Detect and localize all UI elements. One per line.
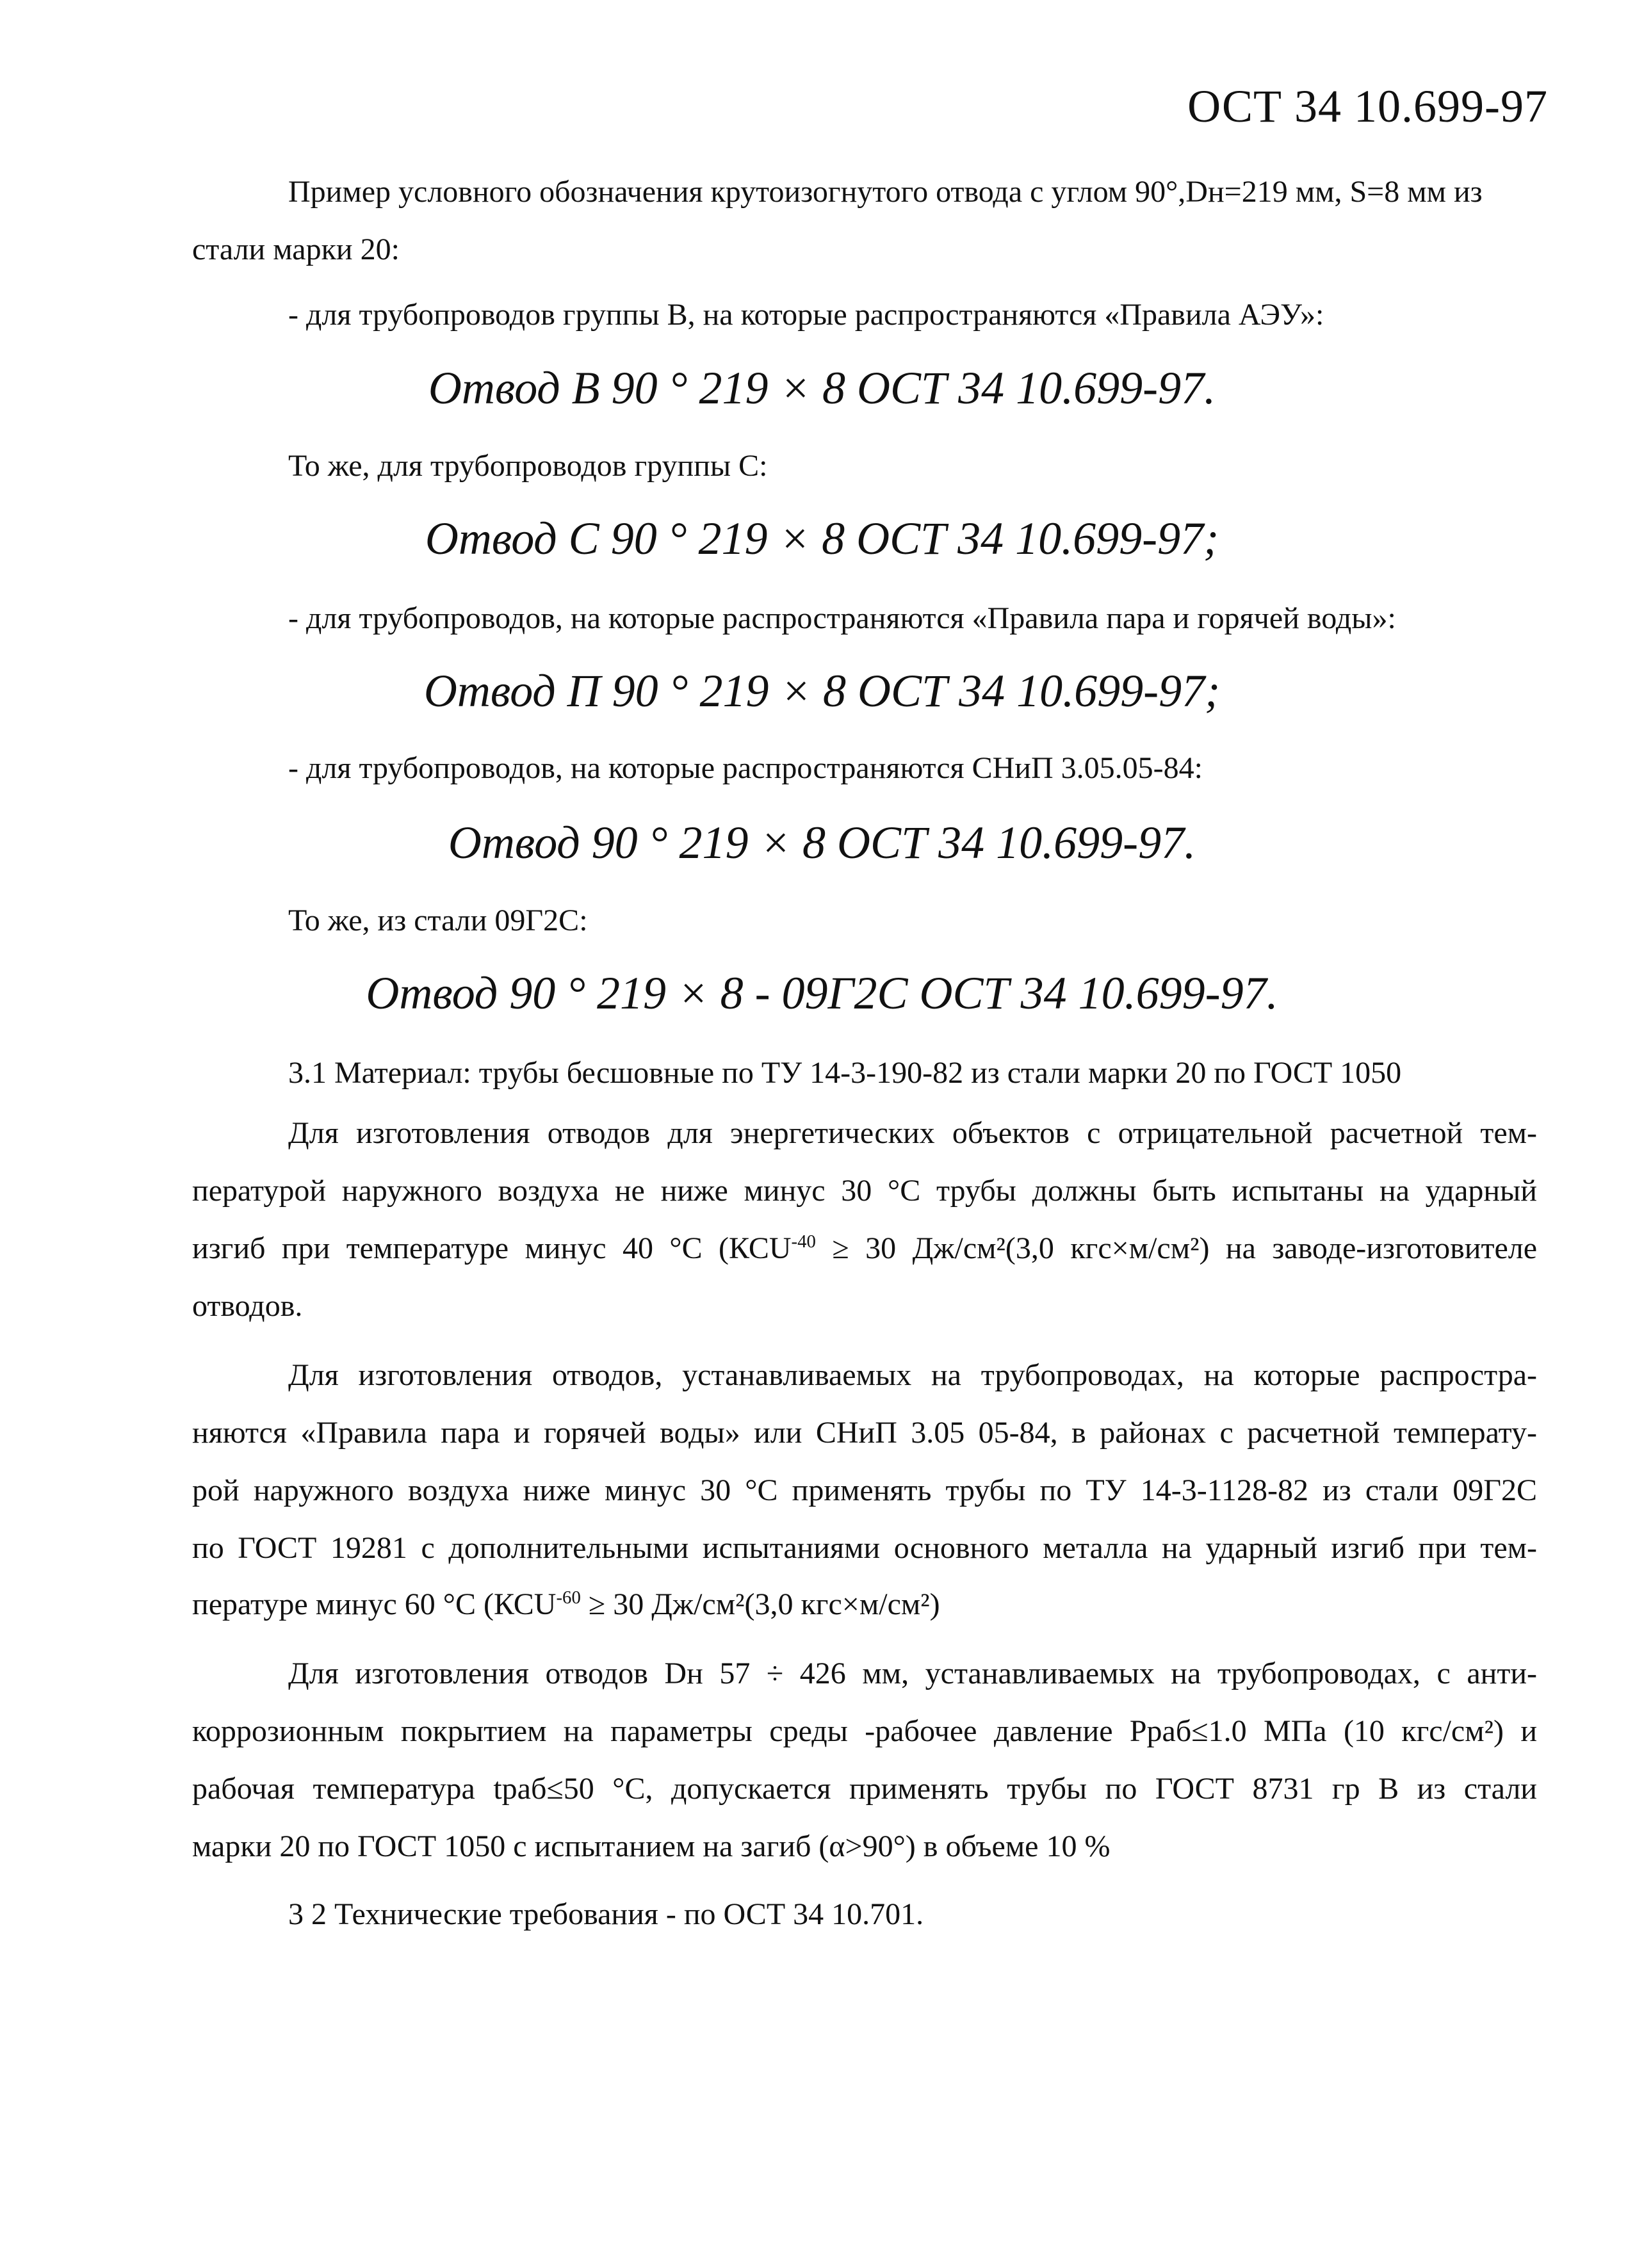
- formula-group-c: Отвод С 90 ° 219 × 8 ОСТ 34 10.699-97;: [425, 513, 1219, 564]
- paragraph-4-line-4: марки 20 по ГОСТ 1050 с испытанием на загиб (α>90°) в объеме 10 %: [192, 1829, 1111, 1863]
- same-group-c-label: То же, для трубопроводов группы С:: [288, 449, 768, 483]
- paragraph-4-line-3: рабочая температура tраб≤50 °С, допускается применять трубы по ГОСТ 8731 гр В из стали: [192, 1772, 1537, 1806]
- paragraph-4-line-2: коррозионным покрытием на параметры среды -рабочее давление Рраб≤1.0 МПа (10 кгс/см²) и: [192, 1714, 1537, 1748]
- paragraph-3-line-5: [192, 1587, 940, 1622]
- paragraph-2-line-2: пературой наружного воздуха не ниже минус 30 °С трубы должны быть испытаны на ударный: [192, 1174, 1537, 1208]
- paragraph-2-line-3: [192, 1231, 1537, 1266]
- paragraph-3-line-4: по ГОСТ 19281 с дополнительными испытаниями основного металла на ударный изгиб при тем-: [192, 1531, 1537, 1565]
- paragraph-2-line-3-text-a: изгиб при температуре минус 40 °С (КСU: [192, 1231, 792, 1265]
- designation-example-line-2: стали марки 20:: [192, 232, 400, 266]
- paragraph-3-line-5-text-a: пературе минус 60 °С (КСU: [192, 1587, 557, 1621]
- section-3-1-material: 3.1 Материал: трубы бесшовные по ТУ 14-3-190-82 из стали марки 20 по ГОСТ 1050: [288, 1056, 1402, 1090]
- paragraph-3-line-1: Для изготовления отводов, устанавливаемых на трубопроводах, на которые распростра-: [288, 1358, 1537, 1392]
- kcu-superscript-40: -40: [791, 1231, 816, 1252]
- document-number-header: ОСТ 34 10.699-97: [1187, 81, 1548, 132]
- formula-group-p: Отвод П 90 ° 219 × 8 ОСТ 34 10.699-97;: [423, 665, 1221, 717]
- kcu-superscript-60: -60: [556, 1587, 581, 1608]
- item-aeu-rules: - для трубопроводов группы В, на которые распространяются «Правила АЭУ»:: [288, 298, 1324, 332]
- paragraph-2-line-3-text-b: ≥ 30 Дж/см²(3,0 кгс×м/см²) на заводе-изготовителе: [815, 1231, 1537, 1265]
- paragraph-3-line-5-text-b: ≥ 30 Дж/см²(3,0 кгс×м/см²): [580, 1587, 940, 1621]
- designation-example-line-1: Пример условного обозначения крутоизогнутого отвода с углом 90°,Dн=219 мм, S=8 мм из: [288, 175, 1483, 209]
- same-09g2s-label: То же, из стали 09Г2С:: [288, 903, 588, 937]
- paragraph-2-line-4: отводов.: [192, 1289, 303, 1323]
- formula-snip: Отвод 90 ° 219 × 8 ОСТ 34 10.699-97.: [448, 817, 1196, 868]
- formula-group-b: Отвод В 90 ° 219 × 8 ОСТ 34 10.699-97.: [428, 362, 1216, 414]
- formula-09g2s: Отвод 90 ° 219 × 8 - 09Г2С ОСТ 34 10.699-97.: [366, 968, 1278, 1019]
- paragraph-3-line-2: няются «Правила пара и горячей воды» или СНиП 3.05 05-84, в районах с расчетной температу-: [192, 1416, 1537, 1450]
- section-3-2-technical-requirements: 3 2 Технические требования - по ОСТ 34 10.701.: [288, 1897, 924, 1931]
- item-snip-rules: - для трубопроводов, на которые распространяются СНиП 3.05.05-84:: [288, 751, 1203, 785]
- item-steam-water-rules: - для трубопроводов, на которые распространяются «Правила пара и горячей воды»:: [288, 601, 1396, 635]
- paragraph-3-line-3: рой наружного воздуха ниже минус 30 °С применять трубы по ТУ 14-3-1128-82 из стали 09Г2С: [192, 1473, 1537, 1507]
- paragraph-4-line-1: Для изготовления отводов Dн 57 ÷ 426 мм, устанавливаемых на трубопроводах, с анти-: [288, 1656, 1537, 1690]
- paragraph-2-line-1: Для изготовления отводов для энергетических объектов с отрицательной расчетной тем-: [288, 1116, 1537, 1150]
